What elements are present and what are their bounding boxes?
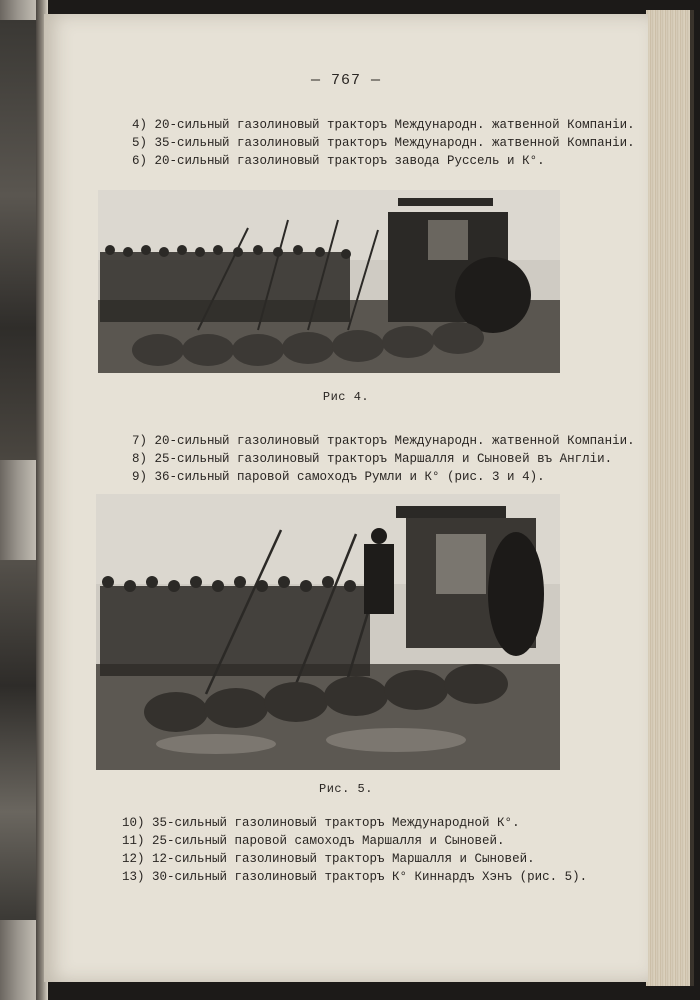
list-item: 10) 35-сильный газолиновый тракторъ Международной К°. xyxy=(122,816,520,830)
page-number: — 767 — xyxy=(310,72,381,89)
figure-5-caption: Рис. 5. xyxy=(319,782,373,796)
list-item: 4) 20-сильный газолиновый тракторъ Международн. жатвенной Компаніи. xyxy=(132,118,635,132)
figure-4-caption: Рис 4. xyxy=(322,390,370,404)
figure-5-photo xyxy=(96,494,560,770)
figure-4-photo xyxy=(98,190,560,373)
list-item: 13) 30-сильный газолиновый тракторъ К° Киннардъ Хэнъ (рис. 5). xyxy=(122,870,588,884)
tractor-list-2 xyxy=(132,432,635,486)
list-item: 9) 36-сильный паровой самоходъ Румли и К° (рис. 3 и 4). xyxy=(132,470,545,484)
left-page-photo-top xyxy=(0,20,36,460)
list-item: 7) 20-сильный газолиновый тракторъ Международн. жатвенной Компаніи. xyxy=(132,434,635,448)
page-edges xyxy=(646,10,694,986)
book-page xyxy=(44,14,648,982)
left-page-photo-bottom xyxy=(0,560,38,920)
tractor-list-3 xyxy=(122,814,587,886)
list-item: 12) 12-сильный газолиновый тракторъ Маршалля и Сыновей. xyxy=(122,852,535,866)
list-item: 8) 25-сильный газолиновый тракторъ Маршалля и Сыновей въ Англіи. xyxy=(132,452,613,466)
tractor-list-1 xyxy=(132,116,635,170)
list-item: 6) 20-сильный газолиновый тракторъ завода Руссель и К°. xyxy=(132,154,545,168)
list-item: 5) 35-сильный газолиновый тракторъ Международн. жатвенной Компаніи. xyxy=(132,136,635,150)
list-item: 11) 25-сильный паровой самоходъ Маршалля и Сыновей. xyxy=(122,834,505,848)
left-page xyxy=(0,0,40,1000)
